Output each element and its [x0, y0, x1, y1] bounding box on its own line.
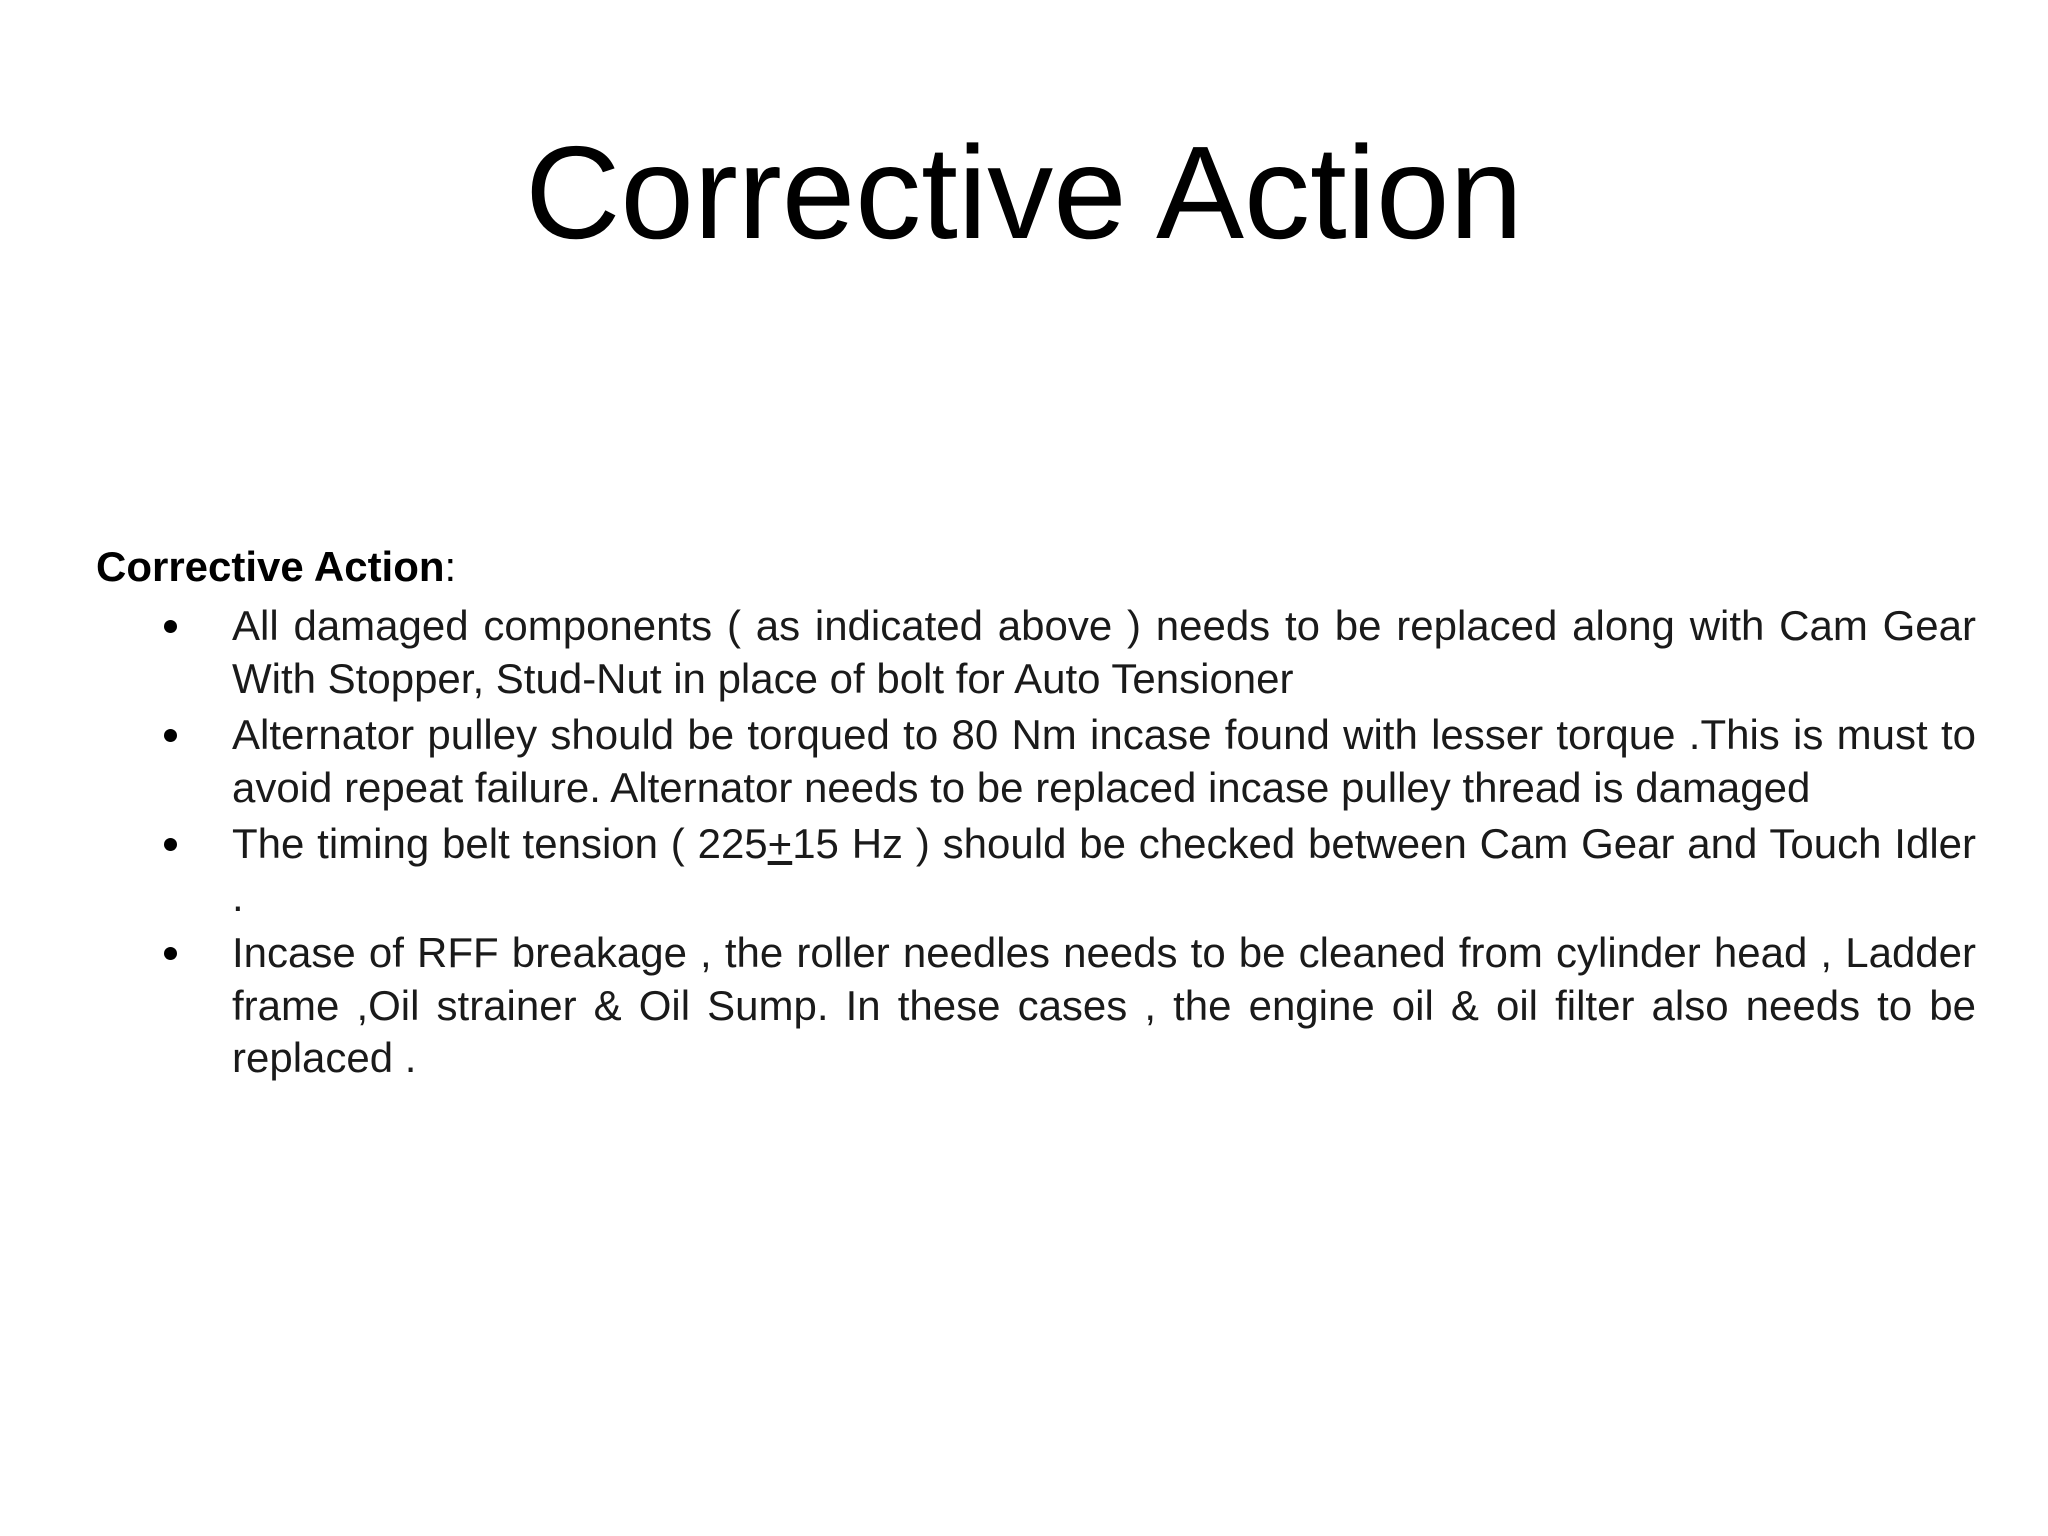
bullet-text [232, 820, 1976, 920]
bullet-item [96, 709, 1976, 814]
bullet-text-part: 15 Hz ) should be checked between Cam Gear and Touch Idler . [232, 820, 1976, 920]
content-area [96, 538, 1976, 1089]
bullet-dot-icon [164, 947, 177, 960]
section-heading-colon: : [444, 543, 457, 590]
bullet-item [96, 927, 1976, 1085]
bullet-item [96, 818, 1976, 923]
section-heading-label: Corrective Action [96, 543, 445, 590]
bullet-dot-icon [164, 838, 177, 851]
bullet-item [96, 600, 1976, 705]
bullet-list [96, 600, 1976, 1085]
bullet-text: Alternator pulley should be torqued to 80 Nm incase found with lesser torque .This is must to avoid repeat failure. Alternator needs to be replaced incase pulley thread is damaged [232, 711, 1976, 811]
plus-minus-symbol: + [767, 820, 793, 867]
slide-title: Corrective Action [525, 119, 1523, 266]
bullet-text: Incase of RFF breakage , the roller needles needs to be cleaned from cylinder head , Ladder frame ,Oil strainer & Oil Sump. In these cases , the engine oil & oil filter also needs to be replaced . [232, 929, 1976, 1081]
section-heading [96, 538, 1976, 596]
bullet-dot-icon [164, 729, 177, 742]
bullet-dot-icon [164, 620, 177, 633]
bullet-text-part: The timing belt tension ( 225 [232, 820, 768, 867]
bullet-text: All damaged components ( as indicated above ) needs to be replaced along with Cam Gear With Stopper, Stud-Nut in place of bolt for Auto Tensioner [232, 602, 1976, 702]
